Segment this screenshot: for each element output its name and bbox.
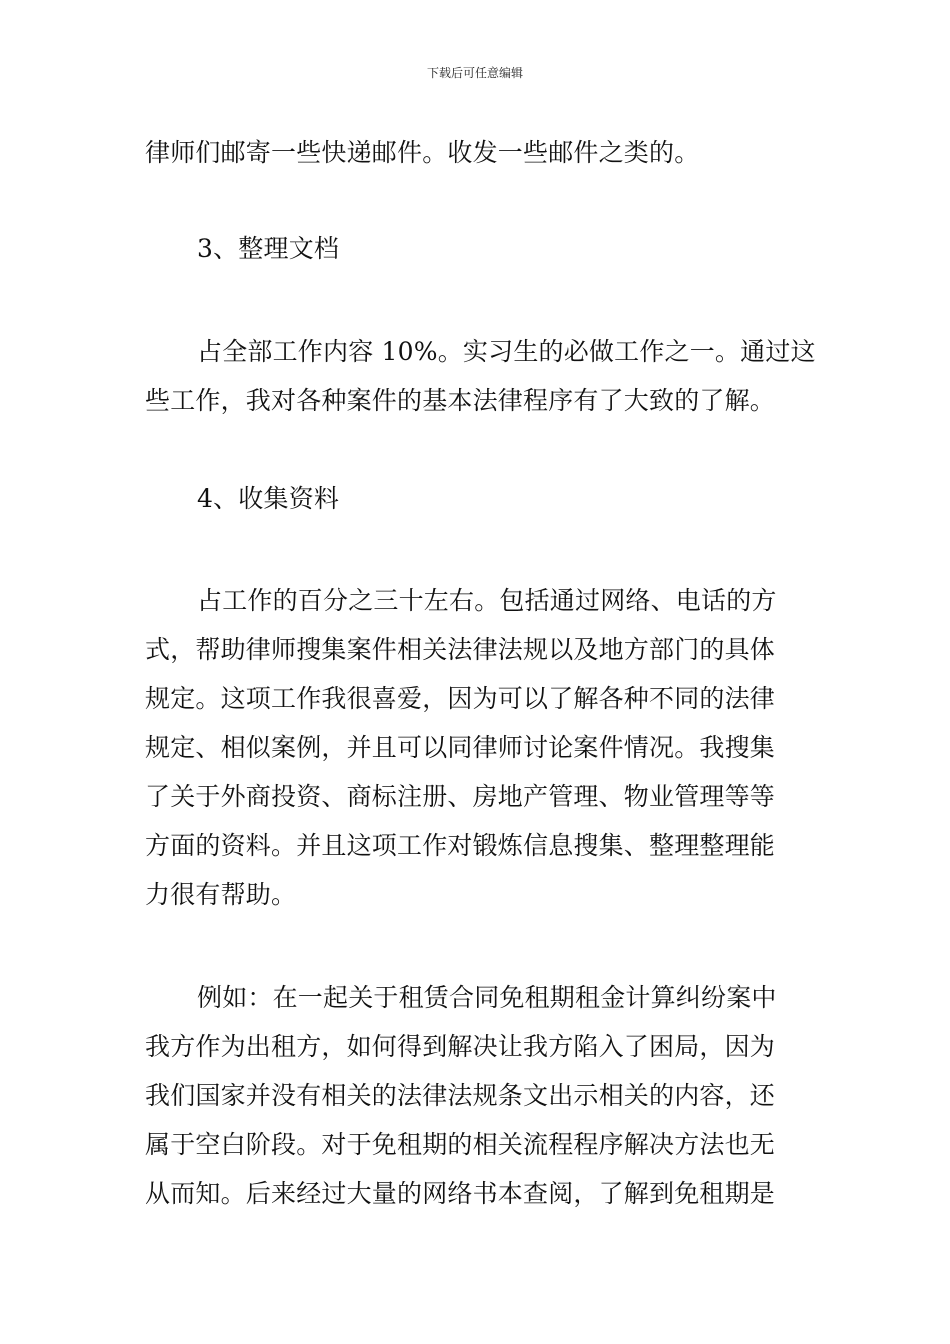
paragraph-line: 规定。这项工作我很喜爱，因为可以了解各种不同的法律 <box>145 684 776 713</box>
paragraph-line: 了关于外商投资、商标注册、房地产管理、物业管理等等 <box>145 782 776 811</box>
paragraph-line: 式，帮助律师搜集案件相关法律法规以及地方部门的具体 <box>145 635 776 664</box>
paragraph-line: 力很有帮助。 <box>145 880 297 909</box>
paragraph-line: 占全部工作内容 10%。实习生的必做工作之一。通过这 <box>197 337 816 366</box>
paragraph-line: 属于空白阶段。对于免租期的相关流程程序解决方法也无 <box>145 1130 776 1159</box>
section-heading-text: 3、整理文档 <box>197 234 340 263</box>
section-heading-4 <box>145 474 810 523</box>
paragraph-line: 律师们邮寄一些快递邮件。收发一些邮件之类的。 <box>145 138 700 167</box>
section-heading-text: 4、收集资料 <box>197 484 340 513</box>
section-3-paragraph <box>145 327 816 425</box>
example-paragraph <box>145 973 810 1218</box>
page-header: 下载后可任意编辑 <box>426 66 523 80</box>
paragraph-line: 从而知。后来经过大量的网络书本查阅，了解到免租期是 <box>145 1179 776 1208</box>
paragraph-line: 我方作为出租方，如何得到解决让我方陷入了困局，因为 <box>145 1032 776 1061</box>
paragraph-line: 些工作，我对各种案件的基本法律程序有了大致的了解。 <box>145 386 776 415</box>
paragraph-line: 例如：在一起关于租赁合同免租期租金计算纠纷案中 <box>197 983 777 1012</box>
paragraph-line: 占工作的百分之三十左右。包括通过网络、电话的方 <box>197 586 777 615</box>
paragraph-line: 规定、相似案例，并且可以同律师讨论案件情况。我搜集 <box>145 733 776 762</box>
continued-paragraph <box>145 128 810 177</box>
section-4-paragraph <box>145 576 810 919</box>
section-heading-3 <box>145 224 810 273</box>
paragraph-line: 我们国家并没有相关的法律法规条文出示相关的内容，还 <box>145 1081 776 1110</box>
paragraph-line: 方面的资料。并且这项工作对锻炼信息搜集、整理整理能 <box>145 831 776 860</box>
